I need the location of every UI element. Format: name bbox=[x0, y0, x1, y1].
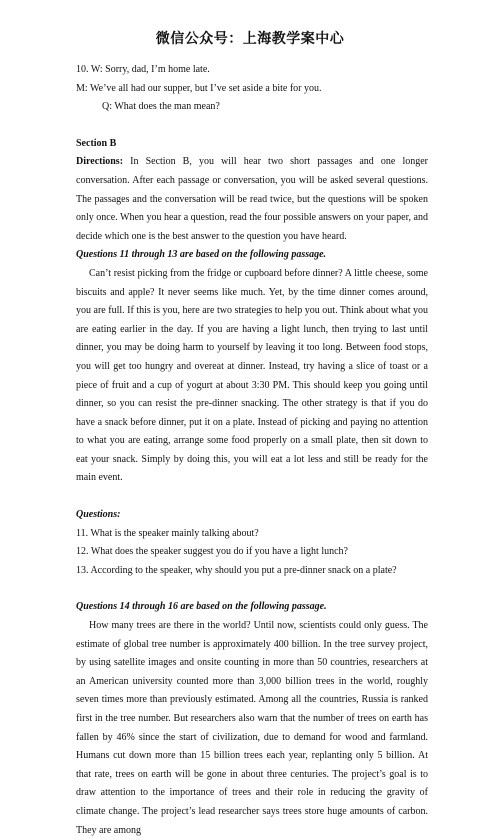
question-item: 13. According to the speaker, why should you put a pre-dinner snack on a plate? bbox=[76, 564, 397, 576]
page-header: 微信公众号：上海教学案中心 bbox=[155, 31, 345, 47]
document-body bbox=[76, 61, 428, 840]
passage2-text: How many trees are there in the world? Until now, scientists could only guess. The estimate of global tree number is approximately 400 billion. In the tree survey project, by using satellite images and onsite counting in more than 50 countries, researchers at an American university counted more than 3,000 billion trees in the world, roughly seven times more than previously estimated. Among all the countries, Russia is ranked first in the tree number. But researchers also warn that the number of trees on earth has fallen by 46% since the start of civilization, due to demand for wood and farmland. Humans cut down more than 15 billion trees each year, replanting only 5 billion. At that rate, trees on earth will be gone in about three centuries. The project’s goal is to draw attention to the importance of trees and their role in reducing the gravity of climate change. The project’s lead researcher says trees store huge amounts of carbon. They are among bbox=[76, 620, 428, 836]
passage1-heading: Questions 11 through 13 are based on the following passage. bbox=[76, 249, 327, 261]
dialog-line-woman: 10. W: Sorry, dad, I’m home late. bbox=[76, 64, 210, 75]
question-item: 12. What does the speaker suggest you do if you have a light lunch? bbox=[76, 546, 348, 558]
passage2-heading: Questions 14 through 16 are based on the following passage. bbox=[76, 601, 327, 613]
questions-heading: Questions: bbox=[76, 509, 121, 521]
directions-label: Directions: bbox=[76, 156, 124, 168]
dialog-line-man: M: We’ve all had our supper, but I’ve set aside a bite for you. bbox=[76, 82, 322, 94]
question-item: 11. What is the speaker mainly talking about? bbox=[76, 527, 259, 539]
passage1-text: Can’t resist picking from the fridge or cupboard before dinner? A little cheese, some biscuits and apple? It never seems like much. Yet, by the time dinner comes around, you are full. If this is you, here are two strategies to help you out. Think about what you are eating earlier in the day. If you are having a light lunch, then trying to last until dinner, you may be doing harm to yourself by leaving it too long. Between food stops, you will get too hungry and overeat at dinner. Instead, try having a slice of toast or a piece of fruit and a cup of yogurt at about 3:30 PM. This should keep you going until dinner, so you can resist the pre-dinner snacking. The other strategy is that if you do have a snack before dinner, put it on a plate. Instead of picking and paying no attention to what you are eating, arrange some food properly on a small plate, then sit down to eat your snack. Simply by doing this, you will eat a lot less and still be ready for the main event. bbox=[76, 267, 428, 484]
dialog-question: Q: What does the man mean? bbox=[102, 101, 220, 113]
directions-text: In Section B, you will hear two short passages and one longer conversation. After each passage or conversation, you will be asked several questions. The passages and the conversation will be read twice, but the questions will be spoken only once. When you hear a question, read the four possible answers on your paper, and decide which one is the best answer to the question you have heard. bbox=[76, 156, 428, 242]
section-title: Section B bbox=[76, 137, 117, 149]
directions-paragraph bbox=[76, 153, 428, 246]
